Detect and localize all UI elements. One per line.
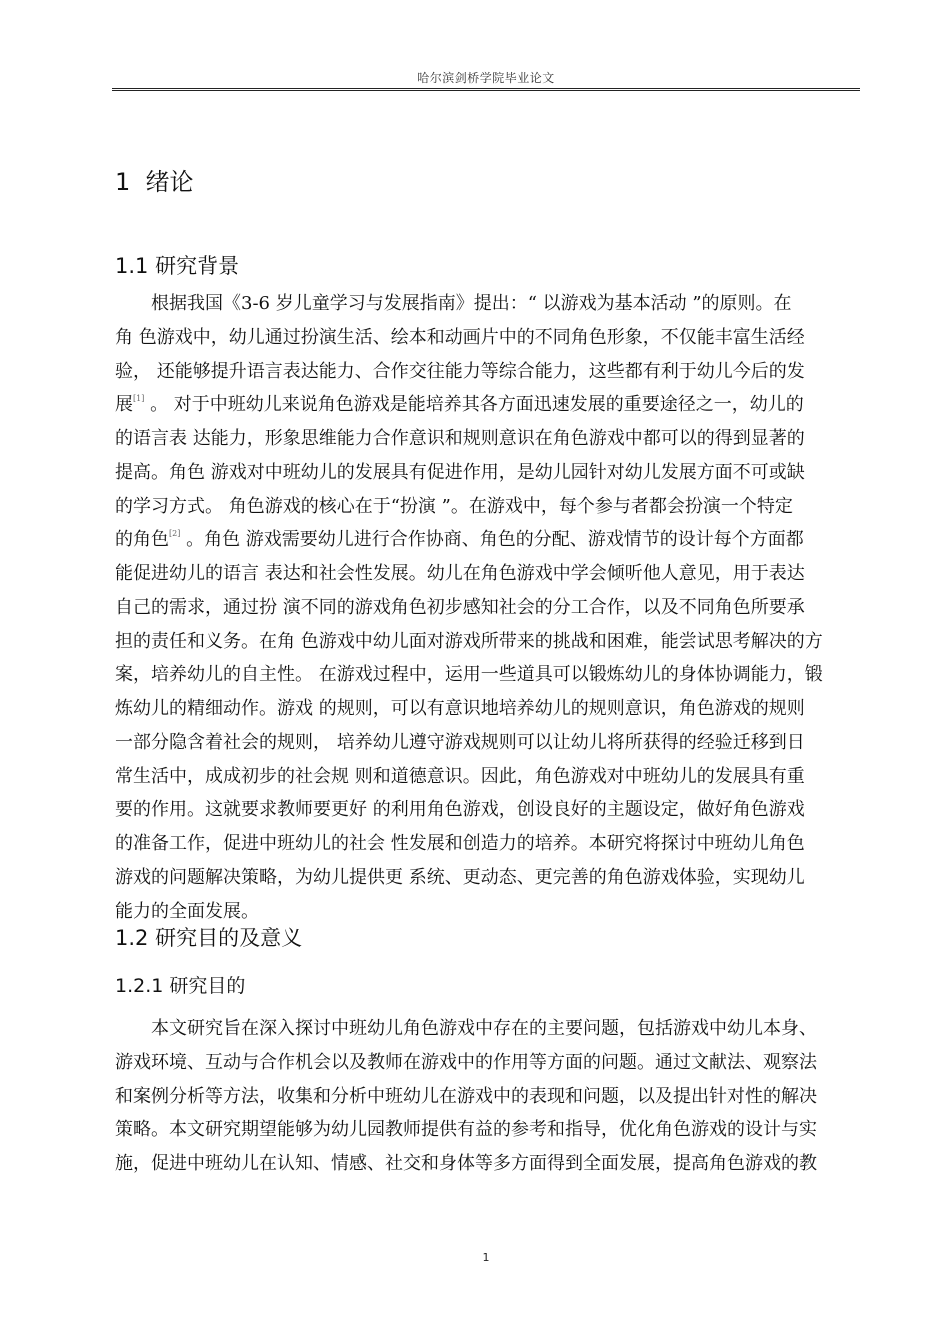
paragraph-line: 策略。本文研究期望能够为幼儿园教师提供有益的参考和指导，优化角色游戏的设计与实 (115, 1119, 817, 1141)
paragraph-line: 展[1] 。 对于中班幼儿来说角色游戏是能培养其各方面迅速发展的重要途径之一，幼儿的 (115, 394, 804, 416)
subsection-heading-1-2-1: 1.2.1 研究目的 (115, 975, 246, 997)
section-heading-1-2: 1.2 研究目的及意义 (115, 926, 303, 950)
paragraph-line: 一部分隐含着社会的规则， 培养幼儿遵守游戏规则可以让幼儿将所获得的经验迁移到日 (115, 731, 805, 753)
page-number: 1 (482, 1251, 490, 1264)
paragraph-line: 的学习方式。 角色游戏的核心在于“扮演 ”。在游戏中，每个参与者都会扮演一个特定 (115, 495, 793, 517)
paragraph-line: 的角色[2] 。角色 游戏需要幼儿进行合作协商、角色的分配、游戏情节的设计每个方面都 (115, 529, 804, 551)
paragraph-line: 和案例分析等方法，收集和分析中班幼儿在游戏中的表现和问题，以及提出针对性的解决 (115, 1085, 817, 1107)
paragraph-line: 案，培养幼儿的自主性。 在游戏过程中，运用一些道具可以锻炼幼儿的身体协调能力，锻 (115, 664, 823, 686)
citation-marker: [2] (169, 529, 181, 539)
paragraph-line: 能促进幼儿的语言 表达和社会性发展。幼儿在角色游戏中学会倾听他人意见，用于表达 (115, 563, 805, 584)
paragraph-line: 施，促进中班幼儿在认知、情感、社交和身体等多方面得到全面发展，提高角色游戏的教 (115, 1153, 817, 1174)
paragraph-line: 游戏的问题解决策略，为幼儿提供更 系统、更动态、更完善的角色游戏体验，实现幼儿 (115, 866, 805, 888)
paragraph-line: 根据我国《3-6 岁儿童学习与发展指南》提出：“ 以游戏为基本活动 ”的原则。在 (151, 293, 792, 314)
chapter-heading: 1 绪论 (115, 168, 194, 196)
paragraph-line: 的准备工作，促进中班幼儿的社会 性发展和创造力的培养。本研究将探讨中班幼儿角色 (115, 833, 805, 854)
paragraph-line: 能力的全面发展。 (115, 900, 259, 922)
paragraph-line: 本文研究旨在深入探讨中班幼儿角色游戏中存在的主要问题，包括游戏中幼儿本身、 (151, 1018, 817, 1039)
paragraph-line: 的语言表 达能力，形象思维能力合作意识和规则意识在角色游戏中都可以的得到显著的 (115, 428, 805, 449)
paragraph-line: 角 色游戏中，幼儿通过扮演生活、绘本和动画片中的不同角色形象，不仅能丰富生活经 (115, 326, 805, 348)
paragraph-line: 游戏环境、互动与合作机会以及教师在游戏中的作用等方面的问题。通过文献法、观察法 (115, 1051, 817, 1073)
running-header: 哈尔滨剑桥学院毕业论文 (417, 71, 555, 85)
citation-marker: [1] (133, 394, 145, 404)
paragraph-line: 常生活中，成成初步的社会规 则和道德意识。因此，角色游戏对中班幼儿的发展具有重 (115, 765, 805, 787)
paragraph-line: 自己的需求，通过扮 演不同的游戏角色初步感知社会的分工合作，以及不同角色所要承 (115, 596, 805, 618)
paragraph-line: 担的责任和义务。在角 色游戏中幼儿面对游戏所带来的挑战和困难，能尝试思考解决的方 (115, 630, 823, 652)
purpose-paragraph (115, 1012, 863, 1181)
paragraph-line: 验， 还能够提升语言表达能力、合作交往能力等综合能力，这些都有利于幼儿今后的发 (115, 360, 805, 382)
header-divider (112, 88, 860, 91)
paragraph-line: 要的作用。这就要求教师要更好 的利用角色游戏，创设良好的主题设定，做好角色游戏 (115, 799, 805, 821)
section-heading-1-1: 1.1 研究背景 (115, 254, 240, 278)
paragraph-line: 提高。角色 游戏对中班幼儿的发展具有促进作用，是幼儿园针对幼儿发展方面不可或缺 (115, 461, 805, 483)
background-paragraph (115, 287, 863, 928)
paragraph-line: 炼幼儿的精细动作。游戏 的规则，可以有意识地培养幼儿的规则意识，角色游戏的规则 (115, 698, 805, 719)
